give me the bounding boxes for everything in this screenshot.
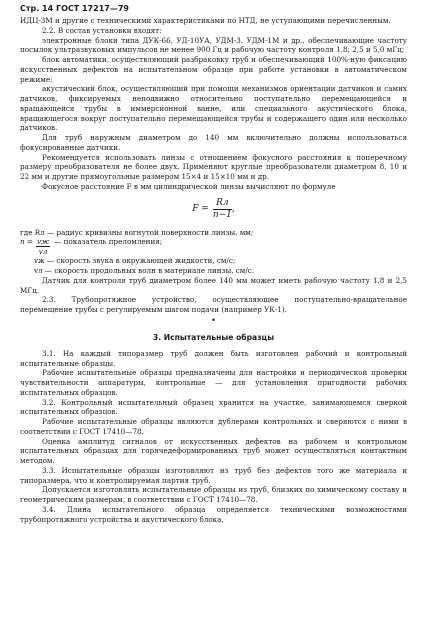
paragraph: Датчик для контроля труб диаметром более 140 мм может иметь рабочую частоту 1,8 и 2,5 МГц.: [20, 275, 407, 295]
formula-legend-where: где Rл — радиус кривизны вогнутой поверхности линзы, мм;: [20, 227, 254, 237]
page-header: Стр. 14 ГОСТ 17217—79: [20, 4, 129, 13]
n-numerator: vж: [36, 237, 50, 247]
formula-denominator: n−1: [212, 210, 232, 220]
clause-3-2: 3.2. Контрольный испытательный образец хранится на участке, занимающемся сверкой испытательных образцов.: [20, 397, 407, 417]
paragraph: Рабочие испытательные образцы предназначены для настройки и периодической проверки чувствительности аппаратуры, контрольные — для установления пригодности рабочих испытательных образцов.: [20, 368, 407, 397]
formula-numerator: Rл: [213, 198, 232, 210]
clause-2-2: 2.2. В состав установки входят:: [42, 25, 162, 35]
formula-lhs: F =: [192, 203, 209, 214]
paragraph: ИДЦ-3М и другие с техническими характеристиками по НТД, не уступающими перечисленным.: [20, 16, 391, 25]
focal-length-formula: [20, 192, 407, 228]
paragraph: Оценка амплитуд сигналов от искусственных дефектов на рабочем и контрольном испытательных образцах для горячедеформированных труб может осуществляться контактным методом.: [20, 436, 407, 465]
paragraph: Рабочие испытательные образцы являются дублерами контрольных и сверяются с ними в соответствии с ГОСТ 17410—78.: [20, 417, 407, 436]
paragraph: электронные блоки типа ДУК-66, УД-10УА, УДМ-3, УДМ-1М и др., обеспечивающие частоту посылок ультразвуковых импульсов не менее 900 Гц и рабочую частоту контроля 1,8; 2,5 и 5,0 мГц;: [20, 35, 407, 55]
n-denominator: vл: [38, 247, 48, 257]
section-divider: •: [211, 315, 216, 325]
formula-tail: ,: [231, 203, 235, 214]
refraction-index-line: [20, 237, 407, 256]
n-symbol: n =: [20, 237, 33, 247]
clause-3-4: 3.4. Длина испытательного образца определяется техническими возможностями трубопротяжного устройства и акустического блока.: [20, 504, 407, 524]
clause-2-3: 2.3. Трубопротяжное устройство, осуществляющее поступательно-вращательное перемещение трубы с регулируемым шагом подачи (например УК-1).: [20, 295, 407, 314]
paragraph: Рекомендуется использовать линзы с отношением фокусного расстояния к поперечному размеру преобразователя не более двух. Применяют круглые преобразователи диаметром 8, 10 и 22 мм и другие прямоугольные размером 15×4 и 15×10 мм и др.: [20, 152, 407, 181]
formula-fraction: [213, 198, 232, 221]
paragraph: блок автоматики, осуществляющий разбраковку труб и обеспечивающий 100%-ную фиксацию искусственных дефектов на испытательном образце при работе установки в автоматическом режиме:: [20, 55, 407, 84]
formula-legend-vzh: vж — скорость звука в окружающей жидкости, см/с;: [34, 256, 236, 266]
n-description: — показатель преломления;: [54, 237, 163, 247]
clause-3-3: 3.3. Испытательные образцы изготовляют из труб без дефектов того же материала и типоразмера, что и контролируемая партия труб.: [20, 465, 407, 485]
paragraph: Для труб наружным диаметром до 140 мм включительно должны использоваться фокусированные датчики.: [20, 133, 407, 152]
paragraph: Фокусное расстояние F в мм цилиндрической линзы вычисляют по формуле: [42, 181, 336, 191]
formula-legend-vl: vл — скорость продольных волн в материале линзы, см/с.: [34, 266, 255, 275]
n-fraction: [36, 237, 50, 256]
clause-3-1: 3.1. На каждый типоразмер труб должен быть изготовлен рабочий и контрольный испытательные образцы.: [20, 348, 407, 368]
paragraph: акустический блок, осуществляющий при помощи механизмов ориентации датчиков и самих датчиков, фиксируемых неподвижно относительно поступательно перемещающейся и вращающейся трубы в иммерсионной ванне, или специального акустического блока, вращающегося вокруг поступательно перемещающейся трубы и содержащего один или несколько датчиков.: [20, 84, 407, 133]
section-title: 3. Испытательные образцы: [152, 332, 275, 342]
paragraph: Допускается изготовлять испытательные образцы из труб, близких по химическому составу и геометрическим размерам, в соответствии с ГОСТ 17410—78.: [20, 485, 407, 504]
